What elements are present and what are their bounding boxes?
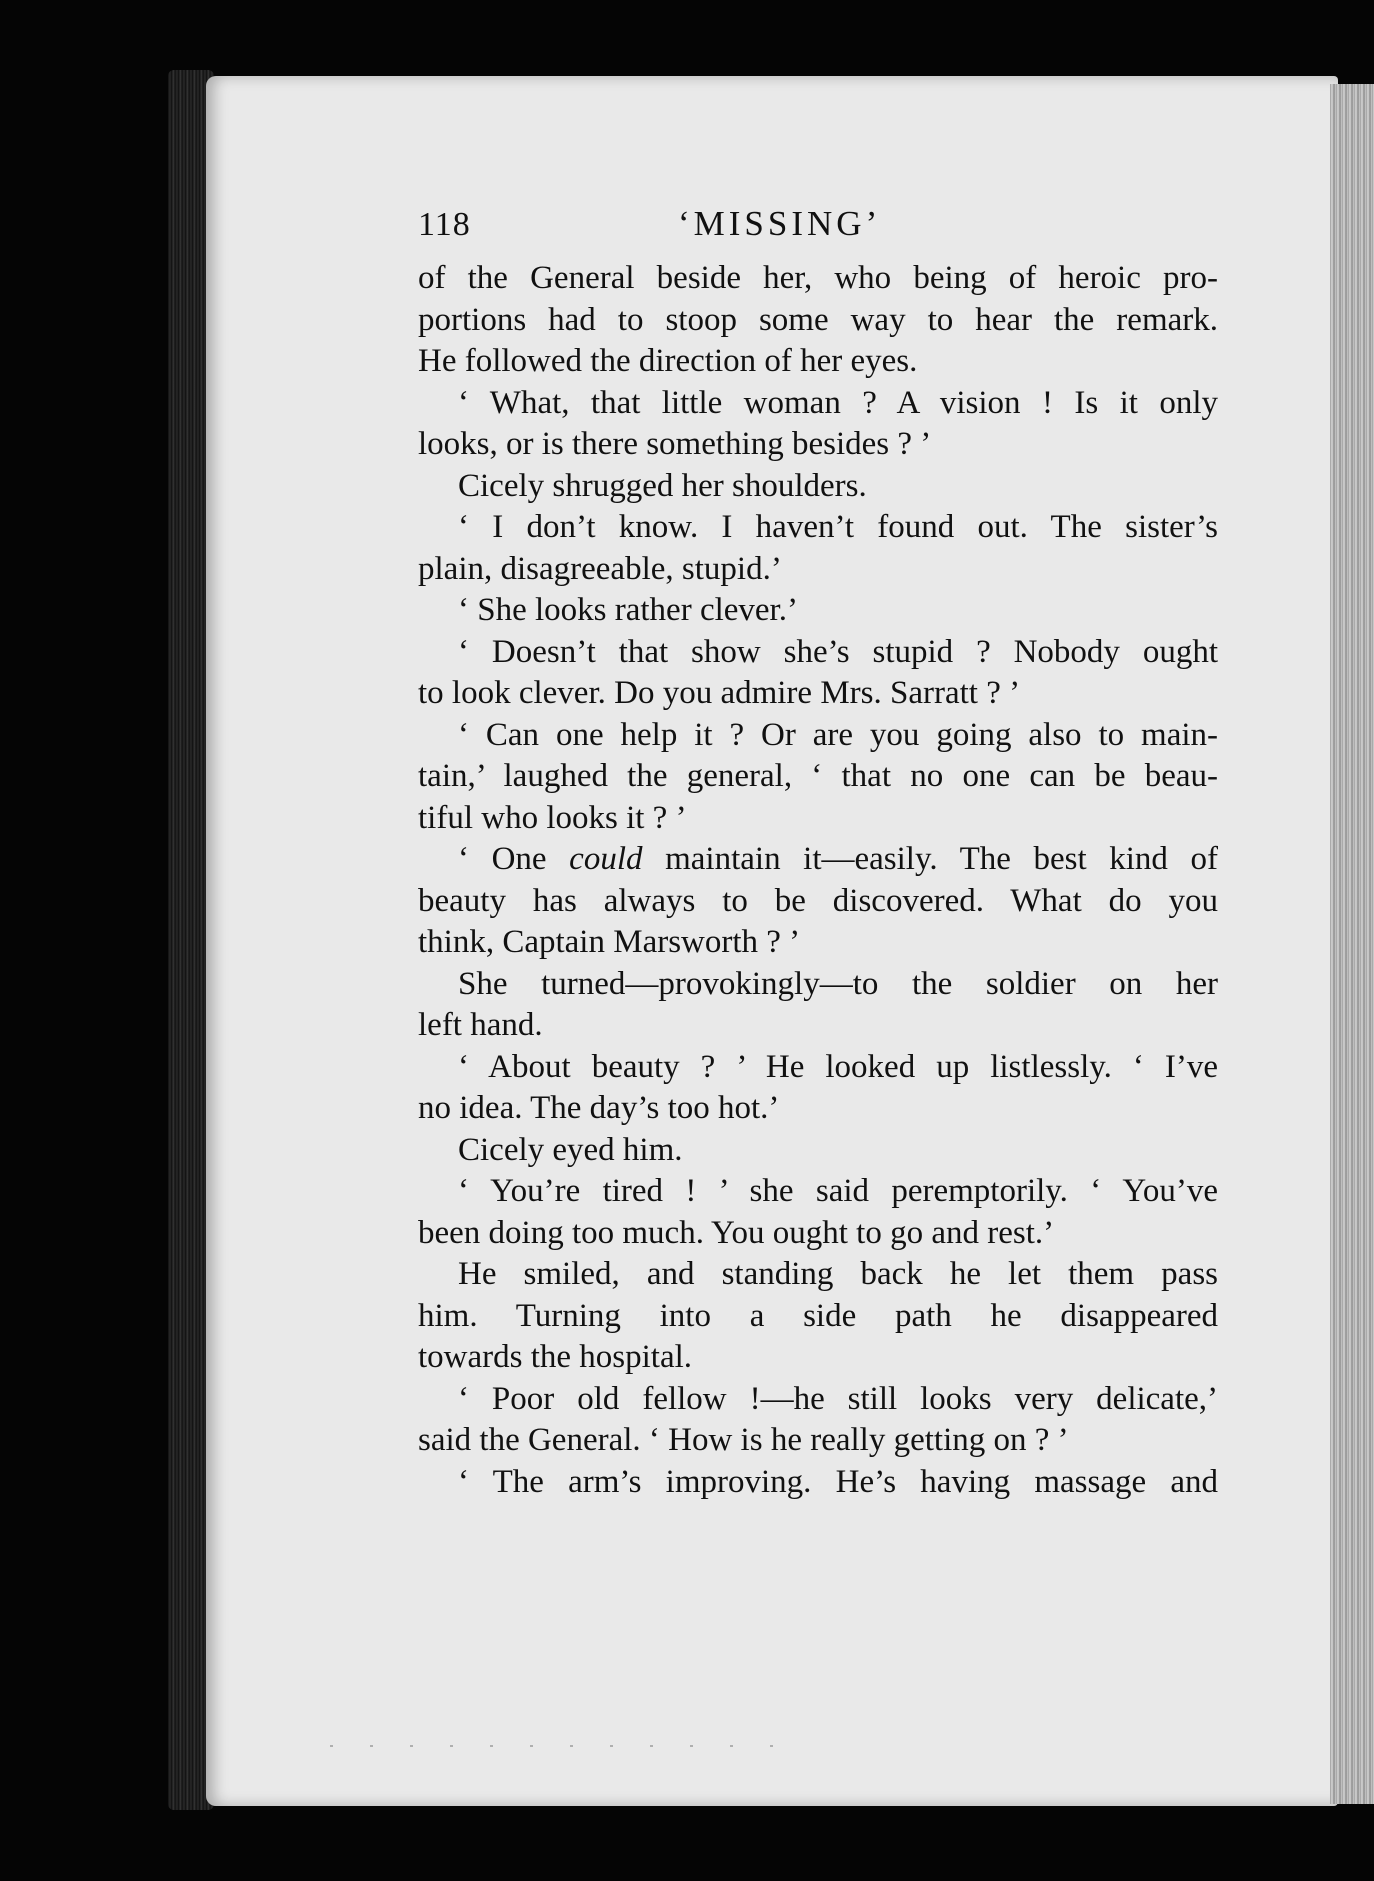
text-line: ‘ One could maintain it—easily. The best kind of bbox=[458, 841, 1218, 877]
text-line: ‘ Poor old fellow !—he still looks very delicate,’ bbox=[458, 1380, 1218, 1417]
text-line: ‘ About beauty ? ’ He looked up listlessly. ‘ I’ve bbox=[458, 1048, 1218, 1085]
text-line: ‘ She looks rather clever.’ bbox=[458, 592, 798, 628]
text-line: tiful who looks it ? ’ bbox=[418, 799, 687, 836]
text-line: to look clever. Do you admire Mrs. Sarratt ? ’ bbox=[418, 675, 1021, 711]
text-block bbox=[418, 198, 1218, 1503]
text-line: tain,’ laughed the general, ‘ that no one can be beau- bbox=[418, 758, 1218, 794]
body-text bbox=[418, 258, 1218, 1503]
text-line: him. Turning into a side path he disappeared bbox=[418, 1297, 1218, 1334]
text-line: looks, or is there something besides ? ’ bbox=[418, 426, 932, 462]
text-line: of the General beside her, who being of heroic pro- bbox=[418, 260, 1218, 296]
text-line: think, Captain Marsworth ? ’ bbox=[418, 924, 801, 960]
text-line: left hand. bbox=[418, 1007, 543, 1043]
text-line: no idea. The day’s too hot.’ bbox=[418, 1090, 780, 1126]
text-line: She turned—provokingly—to the soldier on her bbox=[458, 965, 1218, 1002]
text-line: ‘ Doesn’t that show she’s stupid ? Nobody ought bbox=[458, 633, 1218, 670]
text-line: He followed the direction of her eyes. bbox=[418, 343, 918, 379]
text-line: beauty has always to be discovered. What do you bbox=[418, 882, 1218, 919]
text-line: plain, disagreeable, stupid.’ bbox=[418, 550, 782, 587]
text-line: Cicely eyed him. bbox=[458, 1131, 683, 1168]
page-header bbox=[418, 198, 1218, 258]
text-line: ‘ You’re tired ! ’ she said peremptorily. ‘ You’ve bbox=[458, 1173, 1218, 1209]
text-line: portions had to stoop some way to hear the remark. bbox=[418, 301, 1218, 338]
text-line: ‘ The arm’s improving. He’s having massage and bbox=[458, 1463, 1218, 1500]
text-line: Cicely shrugged her shoulders. bbox=[458, 467, 867, 504]
text-line: towards the hospital. bbox=[418, 1339, 693, 1375]
page-stack-edge bbox=[1330, 84, 1374, 1804]
text-line: said the General. ‘ How is he really getting on ? ’ bbox=[418, 1422, 1069, 1458]
scan-artifact-dots bbox=[330, 1745, 810, 1747]
text-line: ‘ Can one help it ? Or are you going also to main- bbox=[458, 716, 1218, 753]
text-line: ‘ I don’t know. I haven’t found out. The sister’s bbox=[458, 509, 1218, 545]
text-line: been doing too much. You ought to go and rest.’ bbox=[418, 1214, 1055, 1251]
running-head: ‘MISSING’ bbox=[678, 204, 882, 243]
text-line: ‘ What, that little woman ? A vision ! Is it only bbox=[458, 384, 1218, 421]
italic-word: could bbox=[569, 841, 643, 877]
text-line: He smiled, and standing back he let them pass bbox=[458, 1256, 1218, 1292]
page-number: 118 bbox=[418, 206, 471, 243]
